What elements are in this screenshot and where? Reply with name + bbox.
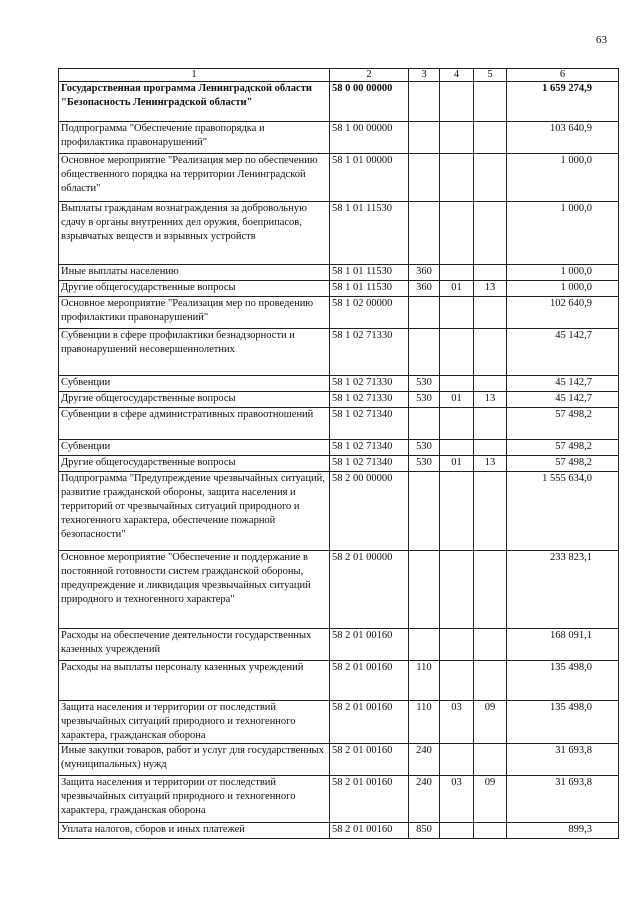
row-expense-type: 850	[409, 822, 440, 838]
row-expense-type	[409, 472, 440, 551]
table-row	[59, 265, 619, 281]
row-section	[440, 202, 474, 265]
row-section: 01	[440, 281, 474, 297]
row-name: Расходы на обеспечение деятельности государственных казенных учреждений	[59, 629, 330, 661]
row-name: Субвенции в сфере административных правоотношений	[59, 408, 330, 440]
row-name: Субвенции в сфере профилактики безнадзорности и правонарушений несовершеннолетних	[59, 329, 330, 376]
row-code: 58 1 01 11530	[330, 281, 409, 297]
table-row	[59, 661, 619, 701]
page-number: 63	[596, 34, 607, 46]
table-row	[59, 376, 619, 392]
row-expense-type: 360	[409, 265, 440, 281]
row-code: 58 2 01 00160	[330, 743, 409, 775]
table-row	[59, 551, 619, 629]
row-name: Субвенции	[59, 440, 330, 456]
row-amount: 102 640,9	[507, 297, 619, 329]
row-code: 58 1 02 00000	[330, 297, 409, 329]
row-expense-type	[409, 122, 440, 154]
row-code: 58 1 02 71330	[330, 392, 409, 408]
row-name: Основное мероприятие "Реализация мер по обеспечению общественного порядка на территории Ленинградской области"	[59, 154, 330, 202]
row-expense-type: 530	[409, 440, 440, 456]
row-subsection: 13	[474, 281, 507, 297]
table-row	[59, 701, 619, 744]
row-section	[440, 408, 474, 440]
row-code: 58 2 01 00000	[330, 551, 409, 629]
row-expense-type: 110	[409, 661, 440, 701]
row-subsection: 13	[474, 392, 507, 408]
table-row	[59, 202, 619, 265]
table-row	[59, 456, 619, 472]
row-section	[440, 661, 474, 701]
row-expense-type: 240	[409, 743, 440, 775]
row-expense-type	[409, 154, 440, 202]
row-name: Основное мероприятие "Обеспечение и поддержание в постоянной готовности систем гражданской обороны, предупреждение и ликвидация чрезвычайных ситуаций природного и техногенного характера"	[59, 551, 330, 629]
row-expense-type: 110	[409, 701, 440, 744]
table-row	[59, 329, 619, 376]
row-code: 58 1 02 71330	[330, 329, 409, 376]
row-expense-type	[409, 629, 440, 661]
row-subsection	[474, 440, 507, 456]
row-subsection	[474, 743, 507, 775]
row-section: 03	[440, 775, 474, 822]
row-name: Основное мероприятие "Реализация мер по проведению профилактики правонарушений"	[59, 297, 330, 329]
table-row	[59, 82, 619, 122]
row-expense-type	[409, 408, 440, 440]
row-name: Другие общегосударственные вопросы	[59, 281, 330, 297]
row-code: 58 1 02 71340	[330, 456, 409, 472]
row-amount: 45 142,7	[507, 376, 619, 392]
row-section	[440, 297, 474, 329]
row-code: 58 2 01 00160	[330, 775, 409, 822]
row-section	[440, 376, 474, 392]
row-code: 58 1 00 00000	[330, 122, 409, 154]
table-row	[59, 154, 619, 202]
table-row	[59, 392, 619, 408]
row-subsection: 13	[474, 456, 507, 472]
table-row	[59, 822, 619, 838]
row-name: Подпрограмма "Обеспечение правопорядка и профилактика правонарушений"	[59, 122, 330, 154]
row-code: 58 1 01 11530	[330, 265, 409, 281]
table-row	[59, 297, 619, 329]
table-row	[59, 743, 619, 775]
row-section	[440, 822, 474, 838]
row-subsection	[474, 822, 507, 838]
row-expense-type: 530	[409, 376, 440, 392]
row-code: 58 1 02 71330	[330, 376, 409, 392]
row-code: 58 1 02 71340	[330, 408, 409, 440]
table-row	[59, 472, 619, 551]
row-section: 01	[440, 392, 474, 408]
row-section: 03	[440, 701, 474, 744]
row-expense-type: 530	[409, 392, 440, 408]
row-expense-type: 360	[409, 281, 440, 297]
row-subsection	[474, 472, 507, 551]
header-col-5: 5	[474, 69, 507, 82]
row-section	[440, 329, 474, 376]
row-expense-type	[409, 551, 440, 629]
row-name: Иные выплаты населению	[59, 265, 330, 281]
row-code: 58 1 02 71340	[330, 440, 409, 456]
row-amount: 45 142,7	[507, 329, 619, 376]
row-section	[440, 440, 474, 456]
row-amount: 233 823,1	[507, 551, 619, 629]
row-code: 58 2 01 00160	[330, 701, 409, 744]
row-name: Иные закупки товаров, работ и услуг для государственных (муниципальных) нужд	[59, 743, 330, 775]
row-subsection: 09	[474, 775, 507, 822]
row-code: 58 2 00 00000	[330, 472, 409, 551]
row-amount: 31 693,8	[507, 743, 619, 775]
row-subsection	[474, 551, 507, 629]
row-name: Защита населения и территории от последствий чрезвычайных ситуаций природного и техногенного характера, гражданская оборона	[59, 775, 330, 822]
row-code: 58 1 01 11530	[330, 202, 409, 265]
row-name: Расходы на выплаты персоналу казенных учреждений	[59, 661, 330, 701]
table-row	[59, 408, 619, 440]
table-row	[59, 440, 619, 456]
row-subsection	[474, 82, 507, 122]
row-amount: 45 142,7	[507, 392, 619, 408]
row-section	[440, 472, 474, 551]
row-name: Государственная программа Ленинградской области "Безопасность Ленинградской области"	[59, 82, 330, 122]
row-amount: 899,3	[507, 822, 619, 838]
table-row	[59, 281, 619, 297]
budget-table	[58, 68, 619, 839]
row-expense-type: 240	[409, 775, 440, 822]
header-col-6: 6	[507, 69, 619, 82]
row-code: 58 2 01 00160	[330, 822, 409, 838]
table-row	[59, 629, 619, 661]
row-expense-type	[409, 82, 440, 122]
row-name: Другие общегосударственные вопросы	[59, 456, 330, 472]
row-amount: 1 555 634,0	[507, 472, 619, 551]
row-expense-type	[409, 329, 440, 376]
row-subsection	[474, 122, 507, 154]
row-amount: 1 000,0	[507, 154, 619, 202]
row-section	[440, 265, 474, 281]
row-subsection	[474, 329, 507, 376]
header-col-4: 4	[440, 69, 474, 82]
row-section	[440, 743, 474, 775]
row-expense-type: 530	[409, 456, 440, 472]
row-amount: 1 659 274,9	[507, 82, 619, 122]
table-row	[59, 775, 619, 822]
row-section	[440, 551, 474, 629]
row-code: 58 1 01 00000	[330, 154, 409, 202]
row-subsection	[474, 376, 507, 392]
row-section	[440, 82, 474, 122]
row-subsection	[474, 629, 507, 661]
row-amount: 57 498,2	[507, 456, 619, 472]
row-amount: 1 000,0	[507, 281, 619, 297]
row-section: 01	[440, 456, 474, 472]
row-amount: 57 498,2	[507, 440, 619, 456]
row-expense-type	[409, 297, 440, 329]
row-name: Выплаты гражданам вознаграждения за добровольную сдачу в органы внутренних дел оружия, боеприпасов, взрывчатых веществ и взрывных устройств	[59, 202, 330, 265]
row-subsection: 09	[474, 701, 507, 744]
row-name: Подпрограмма "Предупреждение чрезвычайных ситуаций, развитие гражданской обороны, защита населения и территорий от чрезвычайных ситуаций природного и техногенного характера, обеспечение пожарной безопасности"	[59, 472, 330, 551]
header-row	[59, 69, 619, 82]
row-amount: 103 640,9	[507, 122, 619, 154]
row-expense-type	[409, 202, 440, 265]
row-subsection	[474, 265, 507, 281]
row-section	[440, 122, 474, 154]
row-amount: 168 091,1	[507, 629, 619, 661]
row-amount: 1 000,0	[507, 202, 619, 265]
header-col-2: 2	[330, 69, 409, 82]
row-code: 58 0 00 00000	[330, 82, 409, 122]
row-subsection	[474, 408, 507, 440]
row-amount: 135 498,0	[507, 701, 619, 744]
row-name: Защита населения и территории от последствий чрезвычайных ситуаций природного и техногенного характера, гражданская оборона	[59, 701, 330, 744]
row-section	[440, 629, 474, 661]
row-subsection	[474, 661, 507, 701]
row-amount: 1 000,0	[507, 265, 619, 281]
row-subsection	[474, 297, 507, 329]
row-amount: 135 498,0	[507, 661, 619, 701]
header-col-1: 1	[59, 69, 330, 82]
row-amount: 31 693,8	[507, 775, 619, 822]
row-subsection	[474, 202, 507, 265]
header-col-3: 3	[409, 69, 440, 82]
row-amount: 57 498,2	[507, 408, 619, 440]
table-row	[59, 122, 619, 154]
row-subsection	[474, 154, 507, 202]
row-section	[440, 154, 474, 202]
row-code: 58 2 01 00160	[330, 661, 409, 701]
row-code: 58 2 01 00160	[330, 629, 409, 661]
row-name: Другие общегосударственные вопросы	[59, 392, 330, 408]
row-name: Субвенции	[59, 376, 330, 392]
row-name: Уплата налогов, сборов и иных платежей	[59, 822, 330, 838]
